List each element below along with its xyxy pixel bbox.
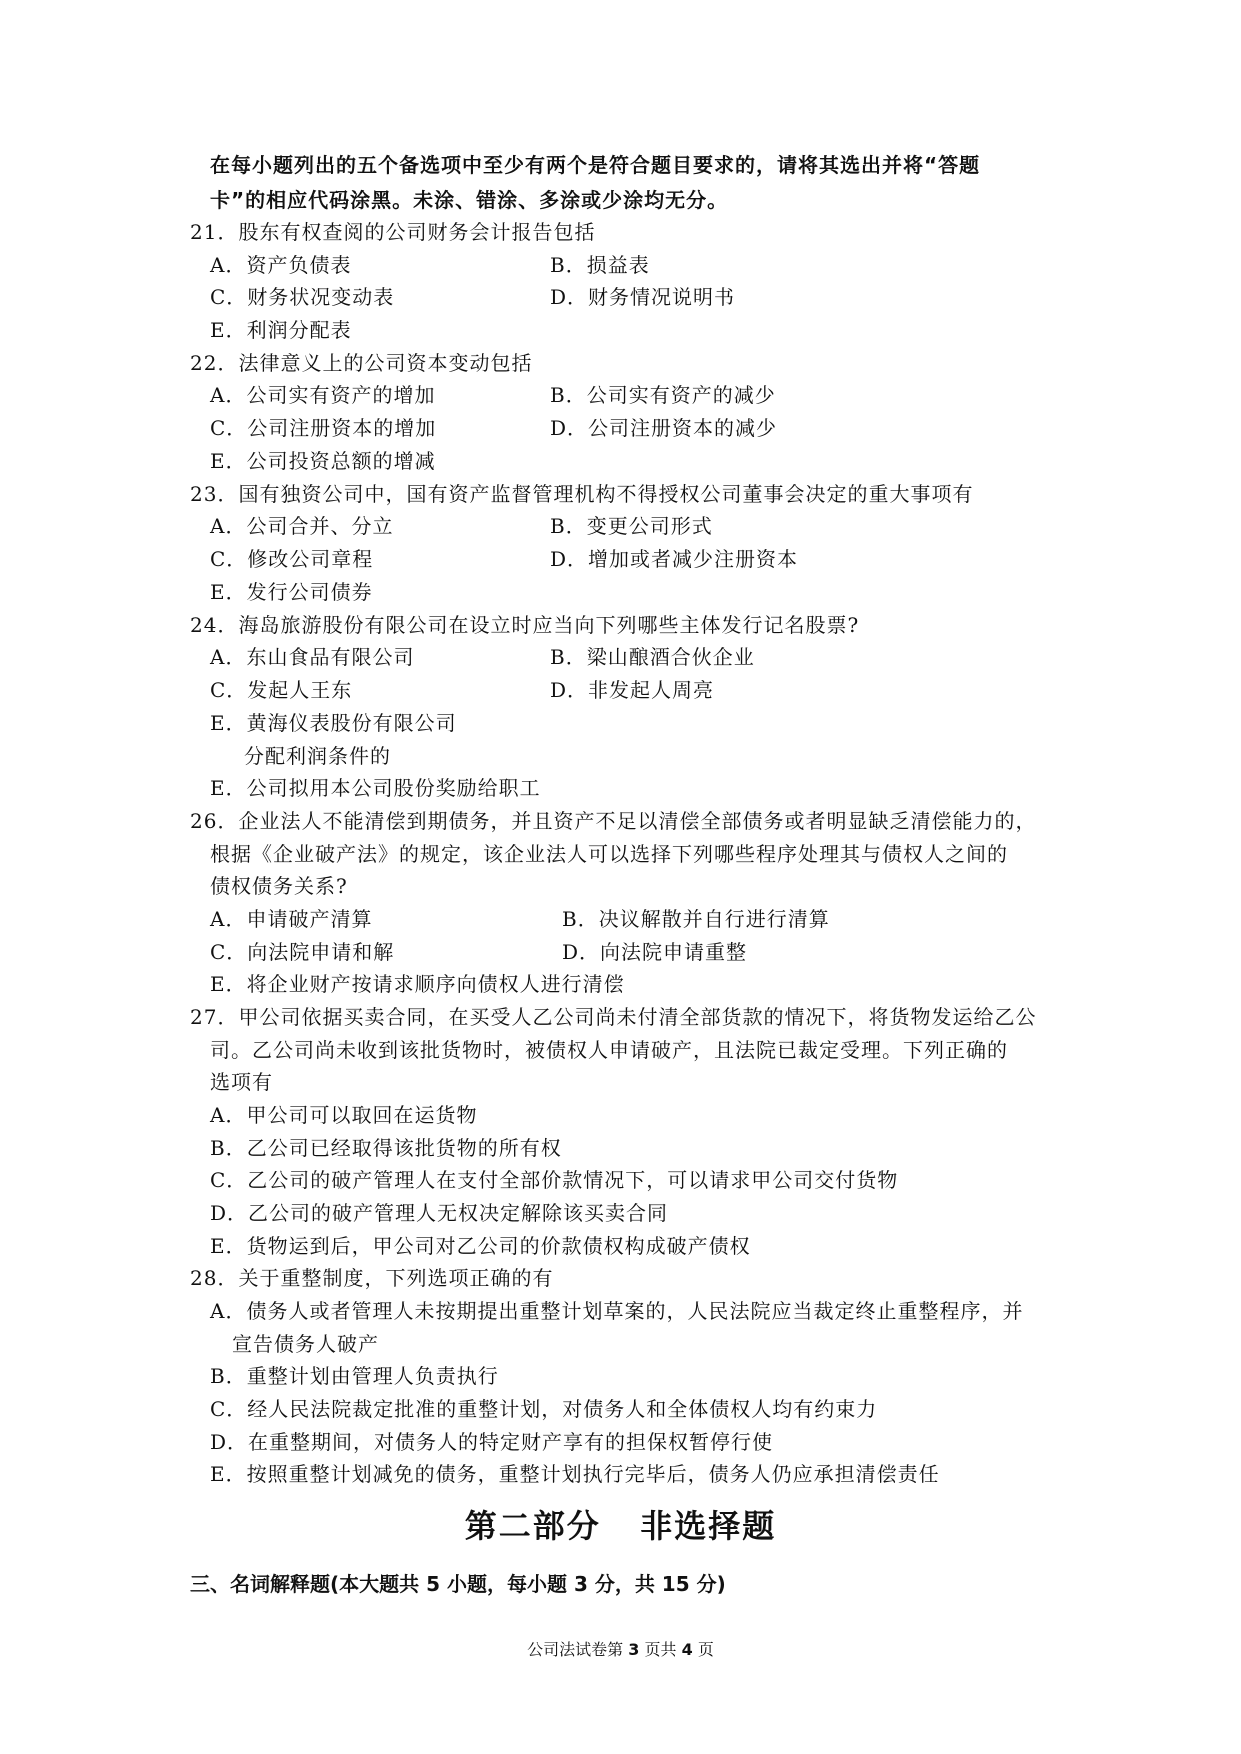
question-28-stem: 28．关于重整制度，下列选项正确的有 [190,1266,554,1290]
q22-option-a: A．公司实有资产的增加 [210,383,436,407]
question-26-stem-line-3: 债权债务关系? [210,874,348,898]
q24-option-e: E．黄海仪表股份有限公司 [210,711,457,735]
q28-option-e: E．按照重整计划减免的债务，重整计划执行完毕后，债务人仍应承担清偿责任 [210,1462,940,1486]
q23-option-b: B．变更公司形式 [550,514,713,538]
q24-option-b: B．梁山酿酒合伙企业 [550,645,755,669]
q23-option-c: C．修改公司章程 [210,547,374,571]
q27-option-b: B．乙公司已经取得该批货物的所有权 [210,1136,562,1160]
q23-option-d: D．增加或者减少注册资本 [550,547,799,571]
q28-option-a-continued: 宣告债务人破产 [232,1332,379,1356]
q28-option-a: A．债务人或者管理人未按期提出重整计划草案的，人民法院应当裁定终止重整程序，并 [210,1299,1024,1323]
q22-option-c: C．公司注册资本的增加 [210,416,437,440]
q28-option-d: D．在重整期间，对债务人的特定财产享有的担保权暂停行使 [210,1430,774,1454]
q22-option-d: D．公司注册资本的减少 [550,416,778,440]
footer-page-number: 3 [628,1640,640,1659]
q27-option-c: C．乙公司的破产管理人在支付全部价款情况下，可以请求甲公司交付货物 [210,1168,899,1192]
q26-option-d: D．向法院申请重整 [562,940,748,964]
q21-option-a: A．资产负债表 [210,253,352,277]
question-26-stem-line-1: 26．企业法人不能清偿到期债务，并且资产不足以清偿全部债务或者明显缺乏清偿能力的， [190,809,1037,833]
question-24-stem: 24．海岛旅游股份有限公司在设立时应当向下列哪些主体发行记名股票? [190,613,860,637]
part-2-title: 第二部分 非选择题 [464,1507,777,1545]
question-27-stem-line-3: 选项有 [210,1070,273,1094]
question-23-stem: 23．国有独资公司中，国有资产监督管理机构不得授权公司董事会决定的重大事项有 [190,482,974,506]
q21-option-d: D．财务情况说明书 [550,285,736,309]
q24-option-a: A．东山食品有限公司 [210,645,415,669]
instructions-line-1: 在每小题列出的五个备选项中至少有两个是符合题目要求的，请将其选出并将“答题 [210,153,981,177]
question-22-stem: 22．法律意义上的公司资本变动包括 [190,351,533,375]
q23-option-a: A．公司合并、分立 [210,514,394,538]
q21-option-e: E．利润分配表 [210,318,352,342]
instructions-line-2: 卡”的相应代码涂黑。未涂、错涂、多涂或少涂均无分。 [210,188,729,212]
q26-option-a: A．申请破产清算 [210,907,373,931]
q21-option-b: B．损益表 [550,253,650,277]
q26-option-e: E．将企业财产按请求顺序向债权人进行清偿 [210,972,625,996]
footer-prefix: 公司法试卷第 [527,1640,624,1659]
footer-middle: 页共 [644,1640,677,1659]
question-26-stem-line-2: 根据《企业破产法》的规定，该企业法人可以选择下列哪些程序处理其与债权人之间的 [210,842,1008,866]
q21-option-c: C．财务状况变动表 [210,285,395,309]
question-27-stem-line-2: 司。乙公司尚未收到该批货物时，被债权人申请破产，且法院已裁定受理。下列正确的 [210,1038,1008,1062]
question-21-stem: 21．股东有权查阅的公司财务会计报告包括 [190,220,596,244]
page-footer [0,1639,1241,1661]
q25-fragment-line: 分配利润条件的 [244,744,391,768]
q25-option-e: E．公司拟用本公司股份奖励给职工 [210,776,541,800]
q27-option-a: A．甲公司可以取回在运货物 [210,1103,478,1127]
q26-option-b: B．决议解散并自行进行清算 [562,907,830,931]
question-27-stem-line-1: 27．甲公司依据买卖合同，在买受人乙公司尚未付清全部货款的情况下，将货物发运给乙公 [190,1005,1037,1029]
q22-option-b: B．公司实有资产的减少 [550,383,776,407]
q24-option-d: D．非发起人周亮 [550,678,715,702]
q27-option-e: E．货物运到后，甲公司对乙公司的价款债权构成破产债权 [210,1234,751,1258]
q28-option-c: C．经人民法院裁定批准的重整计划，对债务人和全体债权人均有约束力 [210,1397,878,1421]
q24-option-c: C．发起人王东 [210,678,353,702]
q28-option-b: B．重整计划由管理人负责执行 [210,1364,499,1388]
q27-option-d: D．乙公司的破产管理人无权决定解除该买卖合同 [210,1201,669,1225]
q26-option-c: C．向法院申请和解 [210,940,395,964]
q22-option-e: E．公司投资总额的增减 [210,449,436,473]
footer-suffix: 页 [697,1640,714,1659]
section-3-heading: 三、名词解释题(本大题共 5 小题，每小题 3 分，共 15 分) [190,1572,726,1596]
q23-option-e: E．发行公司债券 [210,580,373,604]
footer-total-pages: 4 [681,1640,693,1659]
